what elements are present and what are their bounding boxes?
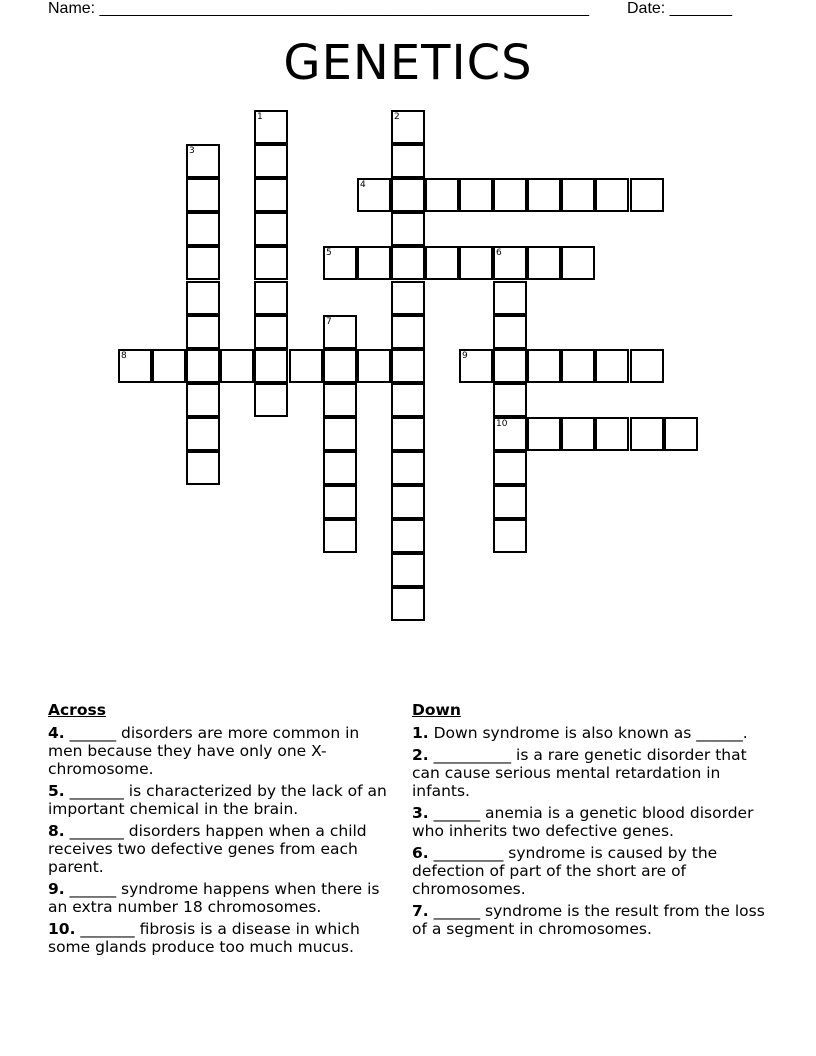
down-clue — [412, 844, 772, 898]
grid-cell[interactable] — [186, 281, 220, 315]
cell-number: 6 — [496, 248, 502, 258]
grid-cell[interactable] — [630, 417, 664, 451]
grid-cell[interactable] — [186, 349, 220, 383]
cell-number: 2 — [394, 112, 400, 122]
grid-cell[interactable] — [254, 246, 288, 280]
cell-number: 9 — [462, 351, 468, 361]
clue-number: 7. — [412, 902, 429, 920]
clue-number: 3. — [412, 804, 429, 822]
grid-cell[interactable] — [254, 178, 288, 212]
grid-cell[interactable] — [391, 587, 425, 621]
grid-cell[interactable] — [459, 246, 493, 280]
grid-cell[interactable] — [561, 178, 595, 212]
grid-cell[interactable] — [391, 349, 425, 383]
grid-cell[interactable] — [391, 485, 425, 519]
grid-cell[interactable] — [425, 246, 459, 280]
clue-number: 6. — [412, 844, 429, 862]
clue-number: 5. — [48, 782, 65, 800]
down-clue — [412, 804, 772, 840]
page-title: GENETICS — [283, 35, 533, 91]
grid-cell[interactable] — [323, 246, 357, 280]
grid-cell[interactable] — [561, 349, 595, 383]
grid-cell[interactable] — [527, 178, 561, 212]
grid-cell[interactable] — [254, 110, 288, 144]
grid-cell[interactable] — [323, 349, 357, 383]
down-clue — [412, 724, 772, 742]
down-clue — [412, 746, 772, 800]
across-clue — [48, 782, 393, 818]
cell-number: 1 — [257, 112, 263, 122]
grid-cell[interactable] — [493, 485, 527, 519]
cell-number: 5 — [326, 248, 332, 258]
grid-cell[interactable] — [118, 349, 152, 383]
grid-cell[interactable] — [630, 349, 664, 383]
grid-cell[interactable] — [664, 417, 698, 451]
grid-cell[interactable] — [493, 383, 527, 417]
grid-cell[interactable] — [391, 383, 425, 417]
grid-cell[interactable] — [391, 212, 425, 246]
grid-cell[interactable] — [186, 246, 220, 280]
grid-cell[interactable] — [391, 281, 425, 315]
grid-cell[interactable] — [391, 246, 425, 280]
clue-text: _______ disorders happen when a child receives two defective genes from each parent. — [48, 822, 367, 876]
grid-cell[interactable] — [254, 212, 288, 246]
grid-cell[interactable] — [391, 144, 425, 178]
grid-cell[interactable] — [357, 178, 391, 212]
across-clue — [48, 724, 393, 778]
grid-cell[interactable] — [630, 178, 664, 212]
clue-text: _______ fibrosis is a disease in which some glands produce too much mucus. — [48, 920, 360, 956]
across-clue — [48, 822, 393, 876]
grid-cell[interactable] — [391, 178, 425, 212]
grid-cell[interactable] — [357, 246, 391, 280]
grid-cell[interactable] — [391, 315, 425, 349]
clue-number: 1. — [412, 724, 429, 742]
grid-cell[interactable] — [254, 281, 288, 315]
clue-text: _______ is characterized by the lack of an important chemical in the brain. — [48, 782, 387, 818]
grid-cell[interactable] — [186, 383, 220, 417]
cell-number: 7 — [326, 317, 332, 327]
grid-cell[interactable] — [527, 417, 561, 451]
cell-number: 8 — [121, 351, 127, 361]
grid-cell[interactable] — [459, 349, 493, 383]
grid-cell[interactable] — [391, 417, 425, 451]
grid-cell[interactable] — [254, 349, 288, 383]
clue-number: 2. — [412, 746, 429, 764]
clue-text: __________ is a rare genetic disorder that can cause serious mental retardation in infants. — [412, 746, 747, 800]
grid-cell[interactable] — [527, 349, 561, 383]
date-field[interactable]: Date: _______ — [627, 0, 732, 17]
across-clues — [48, 700, 393, 960]
grid-cell[interactable] — [323, 485, 357, 519]
grid-cell[interactable] — [493, 178, 527, 212]
grid-cell[interactable] — [254, 383, 288, 417]
grid-cell[interactable] — [357, 349, 391, 383]
grid-cell[interactable] — [391, 553, 425, 587]
down-heading: Down — [412, 701, 461, 719]
clue-number: 4. — [48, 724, 65, 742]
grid-cell[interactable] — [561, 417, 595, 451]
name-field[interactable]: Name: _______________________________________________________ — [48, 0, 589, 17]
grid-cell[interactable] — [323, 417, 357, 451]
down-clue — [412, 902, 772, 938]
grid-cell[interactable] — [527, 246, 561, 280]
grid-cell[interactable] — [493, 349, 527, 383]
grid-cell[interactable] — [289, 349, 323, 383]
grid-cell[interactable] — [186, 315, 220, 349]
across-heading: Across — [48, 701, 106, 719]
grid-cell[interactable] — [220, 349, 254, 383]
cell-number: 3 — [189, 146, 195, 156]
clue-text: Down syndrome is also known as ______. — [428, 724, 748, 742]
grid-cell[interactable] — [323, 451, 357, 485]
down-clues — [412, 700, 772, 942]
grid-cell[interactable] — [493, 417, 527, 451]
grid-cell[interactable] — [391, 110, 425, 144]
cell-number: 10 — [496, 419, 508, 429]
grid-cell[interactable] — [493, 519, 527, 553]
grid-cell[interactable] — [323, 519, 357, 553]
grid-cell[interactable] — [323, 383, 357, 417]
grid-cell[interactable] — [186, 451, 220, 485]
grid-cell[interactable] — [186, 212, 220, 246]
grid-cell[interactable] — [186, 144, 220, 178]
grid-cell[interactable] — [391, 519, 425, 553]
clue-text: ______ syndrome happens when there is an extra number 18 chromosomes. — [48, 880, 380, 916]
grid-cell[interactable] — [186, 417, 220, 451]
grid-cell[interactable] — [561, 246, 595, 280]
grid-cell[interactable] — [493, 315, 527, 349]
grid-cell[interactable] — [595, 349, 629, 383]
grid-cell[interactable] — [254, 144, 288, 178]
grid-cell[interactable] — [425, 178, 459, 212]
clue-number: 8. — [48, 822, 65, 840]
grid-cell[interactable] — [152, 349, 186, 383]
grid-cell[interactable] — [391, 451, 425, 485]
across-clue — [48, 880, 393, 916]
grid-cell[interactable] — [186, 178, 220, 212]
clue-text: _________ syndrome is caused by the defection of part of the short are of chromosomes. — [412, 844, 718, 898]
grid-cell[interactable] — [595, 178, 629, 212]
grid-cell[interactable] — [254, 315, 288, 349]
across-clue — [48, 920, 393, 956]
clue-number: 10. — [48, 920, 76, 938]
grid-cell[interactable] — [595, 417, 629, 451]
clue-text: ______ syndrome is the result from the loss of a segment in chromosomes. — [412, 902, 765, 938]
grid-cell[interactable] — [493, 451, 527, 485]
grid-cell[interactable] — [493, 281, 527, 315]
grid-cell[interactable] — [323, 315, 357, 349]
clue-text: ______ anemia is a genetic blood disorder who inherits two defective genes. — [412, 804, 754, 840]
grid-cell[interactable] — [459, 178, 493, 212]
clue-text: ______ disorders are more common in men because they have only one X-chromosome. — [48, 724, 360, 778]
clue-number: 9. — [48, 880, 65, 898]
cell-number: 4 — [360, 180, 366, 190]
grid-cell[interactable] — [493, 246, 527, 280]
